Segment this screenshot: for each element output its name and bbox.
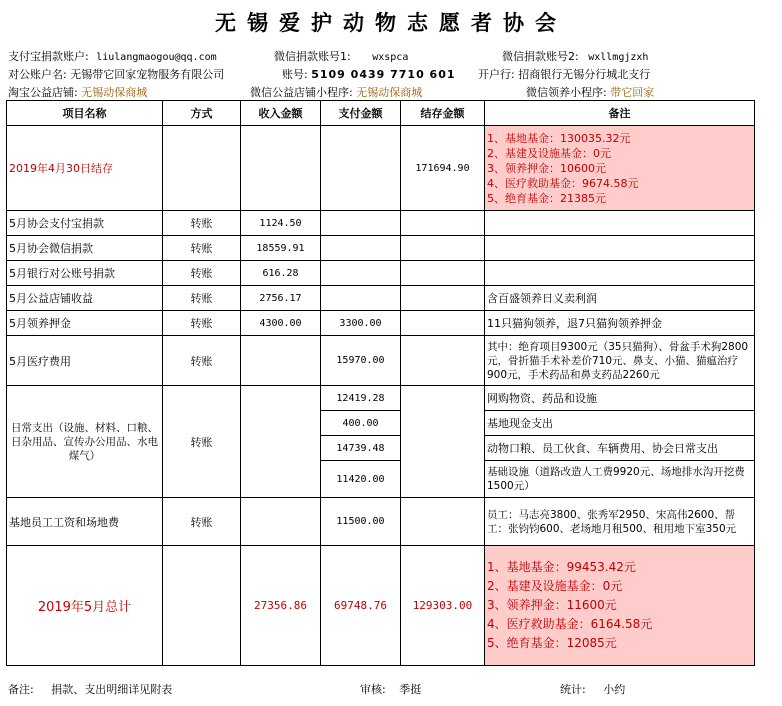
row-expense: 3300.00 <box>321 311 401 336</box>
alipay-label: 支付宝捐款账户: <box>8 50 89 63</box>
row-expense <box>321 261 401 286</box>
row-note: 其中：绝育项目9300元（35只猫狗）、骨盆手术狗2800元，骨折猫手术补差价710元、鼻支、小猫、猫瘟治疗900元，手术药品和鼻支药品2260元 <box>485 336 755 386</box>
bank-name: 招商银行无锡分行城北支行 <box>518 68 651 81</box>
total-note-1: 1、基地基金：99453.42元 <box>487 560 636 574</box>
bank-label: 开户行: <box>478 68 515 81</box>
row-name: 5月医疗费用 <box>7 336 163 386</box>
wxshop-name: 无锡动保商城 <box>356 86 423 99</box>
row-name: 5月领养押金 <box>7 311 163 336</box>
taobao-shop: 无锡动保商城 <box>81 86 148 99</box>
opening-note-3: 3、领养押金：10600元 <box>487 161 606 175</box>
total-row <box>7 546 755 666</box>
total-name: 2019年5月总计 <box>7 546 163 666</box>
opening-notes <box>485 126 755 211</box>
wechat2-label: 微信捐款账号2: <box>502 50 579 63</box>
account-info <box>282 66 456 82</box>
footer-stats-label: 统计: <box>560 683 586 696</box>
row-note: 含百盛领养日义卖利润 <box>485 286 755 311</box>
salary-row <box>7 498 755 546</box>
total-expense: 69748.76 <box>321 546 401 666</box>
daily-note: 网购物资、药品和设施 <box>485 386 755 411</box>
row-name: 5月协会支付宝捐款 <box>7 211 163 236</box>
footer-note-label: 备注: <box>8 683 34 696</box>
footer-audit <box>360 681 421 697</box>
row-income: 4300.00 <box>241 311 321 336</box>
table-row <box>7 236 755 261</box>
row-expense <box>321 211 401 236</box>
row-name: 5月公益店铺收益 <box>7 286 163 311</box>
corp-label: 对公账户名: <box>8 68 67 81</box>
daily-note: 基础设施（道路改造人工费9920元、场地排水沟开挖费1500元） <box>485 461 755 498</box>
alipay-account: liulangmaogou@qq.com <box>96 52 217 63</box>
table-row <box>7 311 755 336</box>
row-name: 5月银行对公账号捐款 <box>7 261 163 286</box>
row-note <box>485 261 755 286</box>
row-method: 转账 <box>163 336 241 386</box>
header-notes: 备注 <box>485 101 755 126</box>
wechat1-account: wxspca <box>372 52 409 63</box>
wechat1-label: 微信捐款账号1: <box>274 50 351 63</box>
account-label: 账号: <box>282 68 308 81</box>
adopt-info <box>526 84 654 100</box>
salary-method: 转账 <box>163 498 241 546</box>
daily-note: 动物口粮、员工伙食、车辆费用、协会日常支出 <box>485 436 755 461</box>
row-income: 1124.50 <box>241 211 321 236</box>
taobao-label: 淘宝公益店铺: <box>8 86 78 99</box>
daily-method: 转账 <box>163 386 241 498</box>
opening-balance-row <box>7 126 755 211</box>
daily-expense: 14739.48 <box>321 436 401 461</box>
opening-note-1: 1、基地基金：130035.32元 <box>487 131 631 145</box>
header-balance: 结存金额 <box>401 101 485 126</box>
footer-stats <box>560 681 625 697</box>
row-income: 18559.91 <box>241 236 321 261</box>
footer-stats-value: 小约 <box>603 683 626 696</box>
salary-name: 基地员工工资和场地费 <box>7 498 163 546</box>
salary-note: 员工：马志亮3800、张秀军2950、宋高伟2600、帮工：张钧钧600、老场地月租500、租用地下室350元 <box>485 498 755 546</box>
opening-note-5: 5、绝育基金：21385元 <box>487 191 606 205</box>
row-note <box>485 236 755 261</box>
table-row <box>7 261 755 286</box>
corp-info <box>8 66 224 82</box>
total-notes <box>485 546 755 666</box>
daily-expense-row <box>7 386 755 411</box>
daily-expense: 400.00 <box>321 411 401 436</box>
wechat1-info <box>274 48 408 64</box>
row-expense <box>321 286 401 311</box>
row-note <box>485 211 755 236</box>
alipay-info <box>8 48 217 64</box>
wechat2-account: wxllmgjzxh <box>588 52 649 63</box>
wxshop-label: 微信公益店铺小程序: <box>250 86 353 99</box>
opening-note-2: 2、基建及设施基金：0元 <box>487 146 611 160</box>
opening-balance: 171694.90 <box>401 126 485 211</box>
header-expense: 支付金额 <box>321 101 401 126</box>
corp-name: 无锡带它回家宠物服务有限公司 <box>70 68 225 81</box>
account-number: 5109 0439 7710 601 <box>311 68 456 81</box>
taobao-info <box>8 84 147 100</box>
footer-audit-label: 审核: <box>360 683 386 696</box>
header-item-name: 项目名称 <box>7 101 163 126</box>
table-row <box>7 286 755 311</box>
row-income <box>241 336 321 386</box>
footer-note-value: 捐款、支出明细详见附表 <box>51 683 173 696</box>
header-income: 收入金额 <box>241 101 321 126</box>
row-income: 2756.17 <box>241 286 321 311</box>
daily-expense: 11420.00 <box>321 461 401 498</box>
row-name: 5月协会微信捐款 <box>7 236 163 261</box>
header-method: 方式 <box>163 101 241 126</box>
row-method: 转账 <box>163 236 241 261</box>
table-row <box>7 211 755 236</box>
table-row <box>7 336 755 386</box>
opening-name: 2019年4月30日结存 <box>7 126 163 211</box>
footer-note <box>8 681 172 697</box>
footer-audit-value: 季挺 <box>399 683 422 696</box>
row-method: 转账 <box>163 311 241 336</box>
wxshop-info <box>250 84 422 100</box>
total-note-4: 4、医疗救助基金：6164.58元 <box>487 617 653 631</box>
total-note-2: 2、基建及设施基金：0元 <box>487 579 623 593</box>
finance-table <box>6 100 755 666</box>
table-header-row <box>7 101 755 126</box>
daily-name: 日常支出（设施、材料、口粮、日杂用品、宣传办公用品、水电煤气） <box>7 386 163 498</box>
adopt-app: 带它回家 <box>610 86 655 99</box>
opening-note-4: 4、医疗救助基金：9674.58元 <box>487 176 639 190</box>
daily-expense: 12419.28 <box>321 386 401 411</box>
daily-note: 基地现金支出 <box>485 411 755 436</box>
row-income: 616.28 <box>241 261 321 286</box>
bank-info <box>478 66 650 82</box>
row-method: 转账 <box>163 286 241 311</box>
row-expense: 15970.00 <box>321 336 401 386</box>
page-title: 无锡爱护动物志愿者协会 <box>215 10 567 35</box>
row-note: 11只猫狗领养，退7只猫狗领养押金 <box>485 311 755 336</box>
row-expense <box>321 236 401 261</box>
salary-expense: 11500.00 <box>321 498 401 546</box>
total-note-5: 5、绝育基金：12085元 <box>487 636 617 650</box>
row-method: 转账 <box>163 261 241 286</box>
wechat2-info <box>502 48 648 64</box>
total-balance: 129303.00 <box>401 546 485 666</box>
total-income: 27356.86 <box>241 546 321 666</box>
row-method: 转账 <box>163 211 241 236</box>
adopt-label: 微信领养小程序: <box>526 86 607 99</box>
total-note-3: 3、领养押金：11600元 <box>487 598 617 612</box>
